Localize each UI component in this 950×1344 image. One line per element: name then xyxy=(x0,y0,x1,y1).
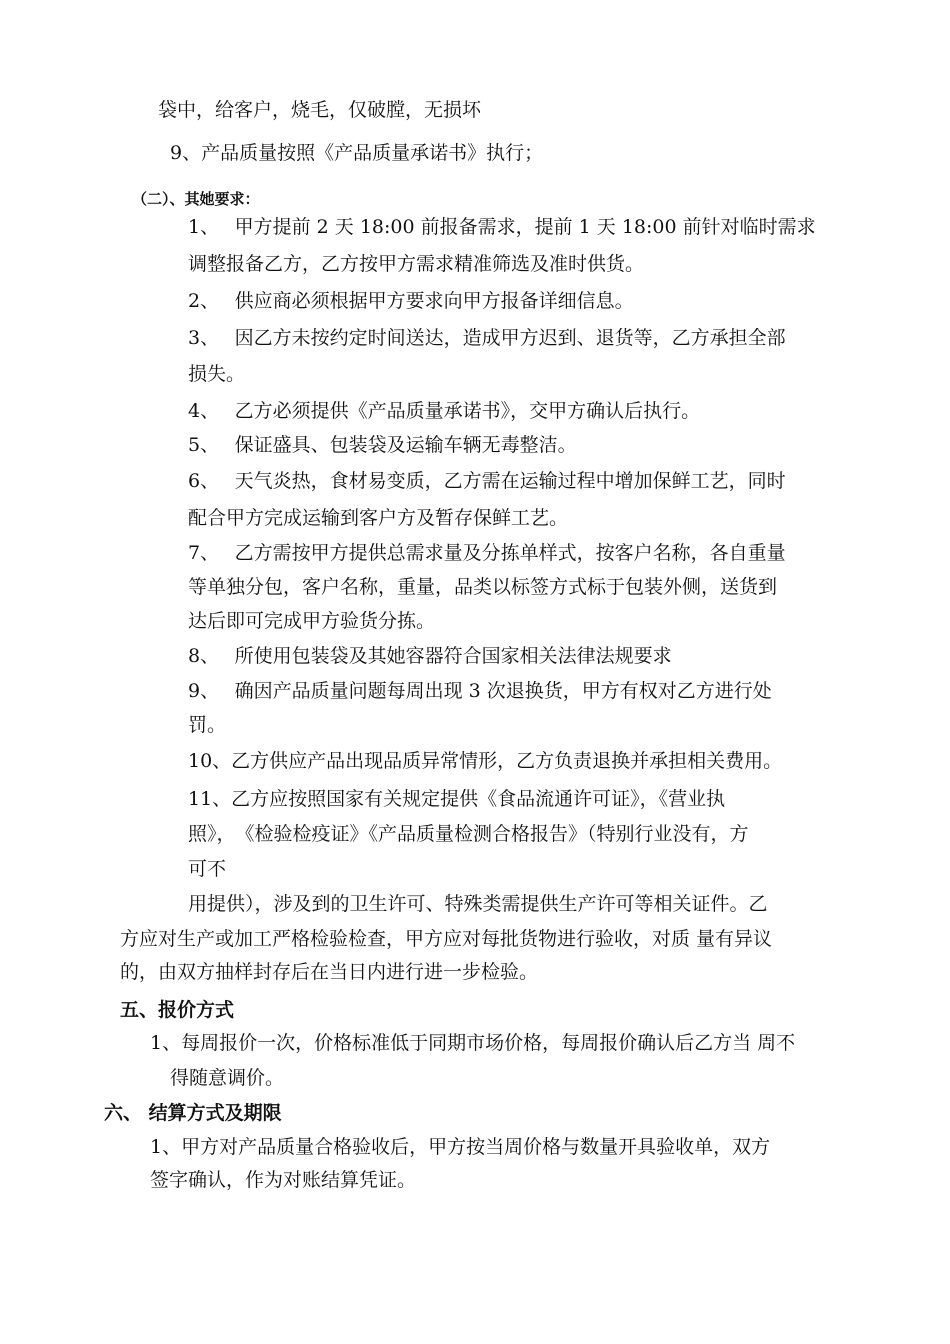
list-item: 1、每周报价一次，价格标准低于同期市场价格，每周报价确认后乙方当 周不 xyxy=(150,1032,796,1054)
section-heading: 五、报价方式 xyxy=(120,999,235,1021)
list-item: 1、甲方对产品质量合格验收后，甲方按当周价格与数量开具验收单，双方 xyxy=(150,1136,771,1158)
list-item: 6、 天气炎热，食材易变质，乙方需在运输过程中增加保鲜工艺，同时 xyxy=(188,470,786,492)
text-line: 等单独分包，客户名称，重量，品类以标签方式标于包装外侧，送货到 xyxy=(188,576,778,598)
text-line: 袋中，给客户，烧毛，仅破膛，无损坏 xyxy=(158,99,482,121)
list-item: 11、乙方应按照国家有关规定提供《食品流通许可证》，《营业执 xyxy=(188,788,726,810)
list-item: 2、 供应商必须根据甲方要求向甲方报备详细信息。 xyxy=(188,290,634,312)
text-line: 达后即可完成甲方验货分拣。 xyxy=(188,610,436,632)
text-line: 损失。 xyxy=(188,363,246,385)
list-item: 8、 所使用包装袋及其她容器符合国家相关法律法规要求 xyxy=(188,645,672,667)
list-item: 9、 确因产品质量问题每周出现 3 次退换货，甲方有权对乙方进行处 xyxy=(188,680,772,702)
list-item: 1、 甲方提前 2 天 18:00 前报备需求，提前 1 天 18:00 前针对临时需求 xyxy=(188,216,816,238)
text-line: 照》， 《检验检疫证》《产品质量检测合格报告》（特别行业没有，方 xyxy=(188,823,749,845)
text-line: 签字确认，作为对账结算凭证。 xyxy=(150,1169,417,1191)
text-line: 得随意调价。 xyxy=(170,1067,285,1089)
section-heading: （二）、其她要求： xyxy=(132,190,260,208)
list-item: 10、乙方供应产品出现品质异常情形，乙方负责退换并承担相关费用。 xyxy=(188,750,783,772)
list-item: 3、 因乙方未按约定时间送达，造成甲方迟到、退货等，乙方承担全部 xyxy=(188,327,786,349)
list-item: 4、 乙方必须提供《产品质量承诺书》，交甲方确认后执行。 xyxy=(188,400,701,422)
text-line: 配合甲方完成运输到客户方及暂存保鲜工艺。 xyxy=(188,507,569,529)
text-line: 方应对生产或加工严格检验检查，甲方应对每批货物进行验收，对质 量有异议 xyxy=(120,928,773,950)
text-line: 罚。 xyxy=(188,714,227,736)
list-item: 5、 保证盛具、包装袋及运输车辆无毒整洁。 xyxy=(188,434,577,456)
list-item: 7、 乙方需按甲方提供总需求量及分拣单样式，按客户名称，各自重量 xyxy=(188,542,786,564)
text-line: 9、产品质量按照《产品质量承诺书》执行； xyxy=(170,142,544,164)
section-heading: 六、 结算方式及期限 xyxy=(104,1102,282,1124)
text-line: 可不 xyxy=(188,858,227,880)
text-line: 用提供），涉及到的卫生许可、特殊类需提供生产许可等相关证件。乙 xyxy=(188,893,768,915)
text-line: 的，由双方抽样封存后在当日内进行进一步检验。 xyxy=(120,961,539,983)
text-line: 调整报备乙方，乙方按甲方需求精准筛选及准时供货。 xyxy=(188,253,645,275)
